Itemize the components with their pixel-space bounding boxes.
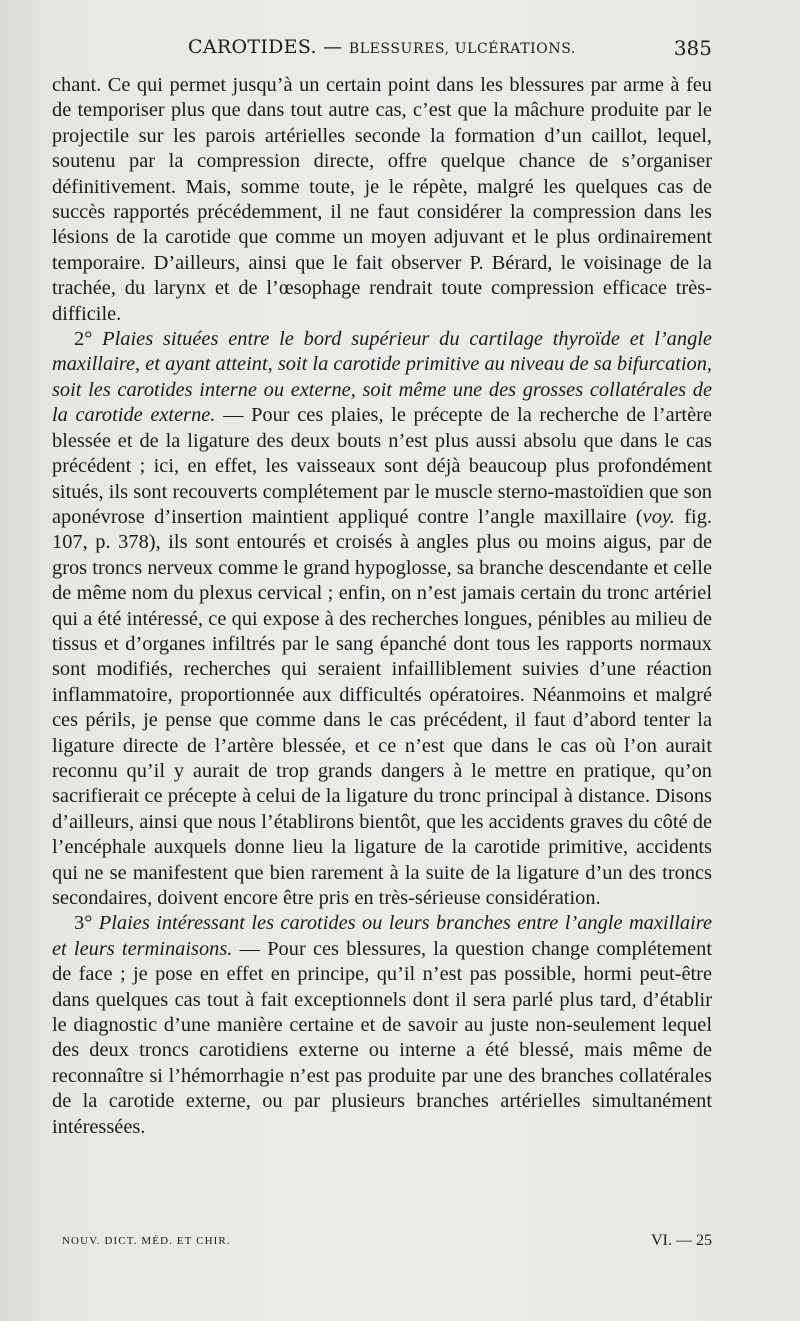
footer-signature: NOUV. DICT. MÉD. ET CHIR. [62, 1235, 231, 1247]
paragraph-text: fig. 107, p. 378), ils sont entourés et croisés à angles plus ou moins aigus, par de gros troncs nerveux comme le grand hypoglosse, sa branche descendante et celle de même nom du plexus cervical ; enfin, on n’est jamais certain du tronc artériel qui a été intéressé, ce qui expose à des recherches longues, pénibles au milieu de tissus et d’organes infiltrés par le sang épanché dont tous les rapports normaux sont modifiés, recherches qui seraient infailliblement suivies d’une réaction inflammatoire, proportionnée aux difficultés opératoires. Néanmoins et malgré ces périls, je pense que comme dans le cas précédent, il faut d’abord tenter la ligature directe de l’artère blessée, et ce n’est que dans le cas où l’on aurait reconnu qu’il y aurait de trop grands dangers à le mettre en pratique, qu’on sacrifierait ce précepte à celui de la ligature du tronc principal à distance. Disons d’ailleurs, ainsi que nous l’établirons bientôt, que les accidents graves du côté de l’encéphale auxquels donne lieu la ligature de la carotide primitive, accidents qui ne se manifestent que bien rarement à la suite de la ligature d’un des troncs secondaires, doivent encore être pris en très-sérieuse considération. [52, 505, 712, 909]
paragraph-continuation: chant. Ce qui permet jusqu’à un certain point dans les blessures par arme à feu de temporiser plus que dans tout autre cas, c’est que la mâchure produite par le projectile sur les parois artérielles seconde la formation d’un caillot, lequel, soutenu par la compression directe, offre quelque chance de s’organiser définitivement. Mais, somme toute, je le répète, malgré les quelques cas de succès rapportés précédemment, il ne faut considérer la compression dans les lésions de la carotide que comme un moyen adjuvant et le plus ordinairement temporaire. D’ailleurs, ainsi que le fait observer P. Bérard, le voisinage de la trachée, du larynx et de l’œsophage rendrait toute compression efficace très-difficile. [52, 74, 712, 325]
section-number: 2° [74, 328, 93, 351]
running-head-title [52, 36, 712, 58]
paragraph-text: — Pour ces plaies, le précepte de la recherche de l’artère blessée et de la ligature des deux bouts n’est plus aussi absolu que dans le cas précédent ; ici, en effet, les vaisseaux sont déjà beaucoup plus profondément situés, ils sont recouverts complétement par le muscle sterno-mastoïdien que son aponévrose d’insertion maintient appliqué contre l’angle maxillaire ( [52, 404, 712, 528]
section-heading-italic: Plaies intéressant les carotides ou leurs branches entre l’angle maxillaire et leurs terminaisons. [52, 912, 712, 960]
section-number: 3° [74, 912, 93, 935]
body-text [52, 73, 712, 1140]
footer-volume: VI. — 25 [651, 1232, 712, 1249]
header-title: CAROTIDES. — [188, 36, 343, 58]
section-heading-italic: Plaies situées entre le bord supérieur du cartilage thyroïde et l’angle maxillaire, et ayant atteint, soit la carotide primitive au niveau de sa bifurcation, soit les carotides interne ou externe, soit même une des grosses collatérales de la carotide externe. [52, 328, 712, 427]
page-footer [52, 1232, 712, 1256]
cross-reference-italic: voy. [642, 505, 675, 528]
page-number: 385 [673, 36, 712, 60]
running-head [52, 36, 712, 68]
paragraph-section-2 [52, 327, 712, 911]
header-subtitle: BLESSURES, ULCÉRATIONS. [348, 41, 576, 57]
paragraph-section-3 [52, 911, 712, 1140]
paragraph-text: — Pour ces blessures, la question change complétement de face ; je pose en effet en principe, qu’il n’est pas possible, hormi peut-être dans quelques cas tout à fait exceptionnels dont il sera parlé plus tard, d’établir le diagnostic d’une manière certaine et de savoir au juste non-seulement lequel des deux troncs carotidiens externe ou interne a été blessé, mais même de reconnaître si l’hémorrhagie n’est pas produite par une des branches collatérales de la carotide externe, ou par plusieurs branches artérielles simultanément intéressées. [52, 937, 712, 1138]
